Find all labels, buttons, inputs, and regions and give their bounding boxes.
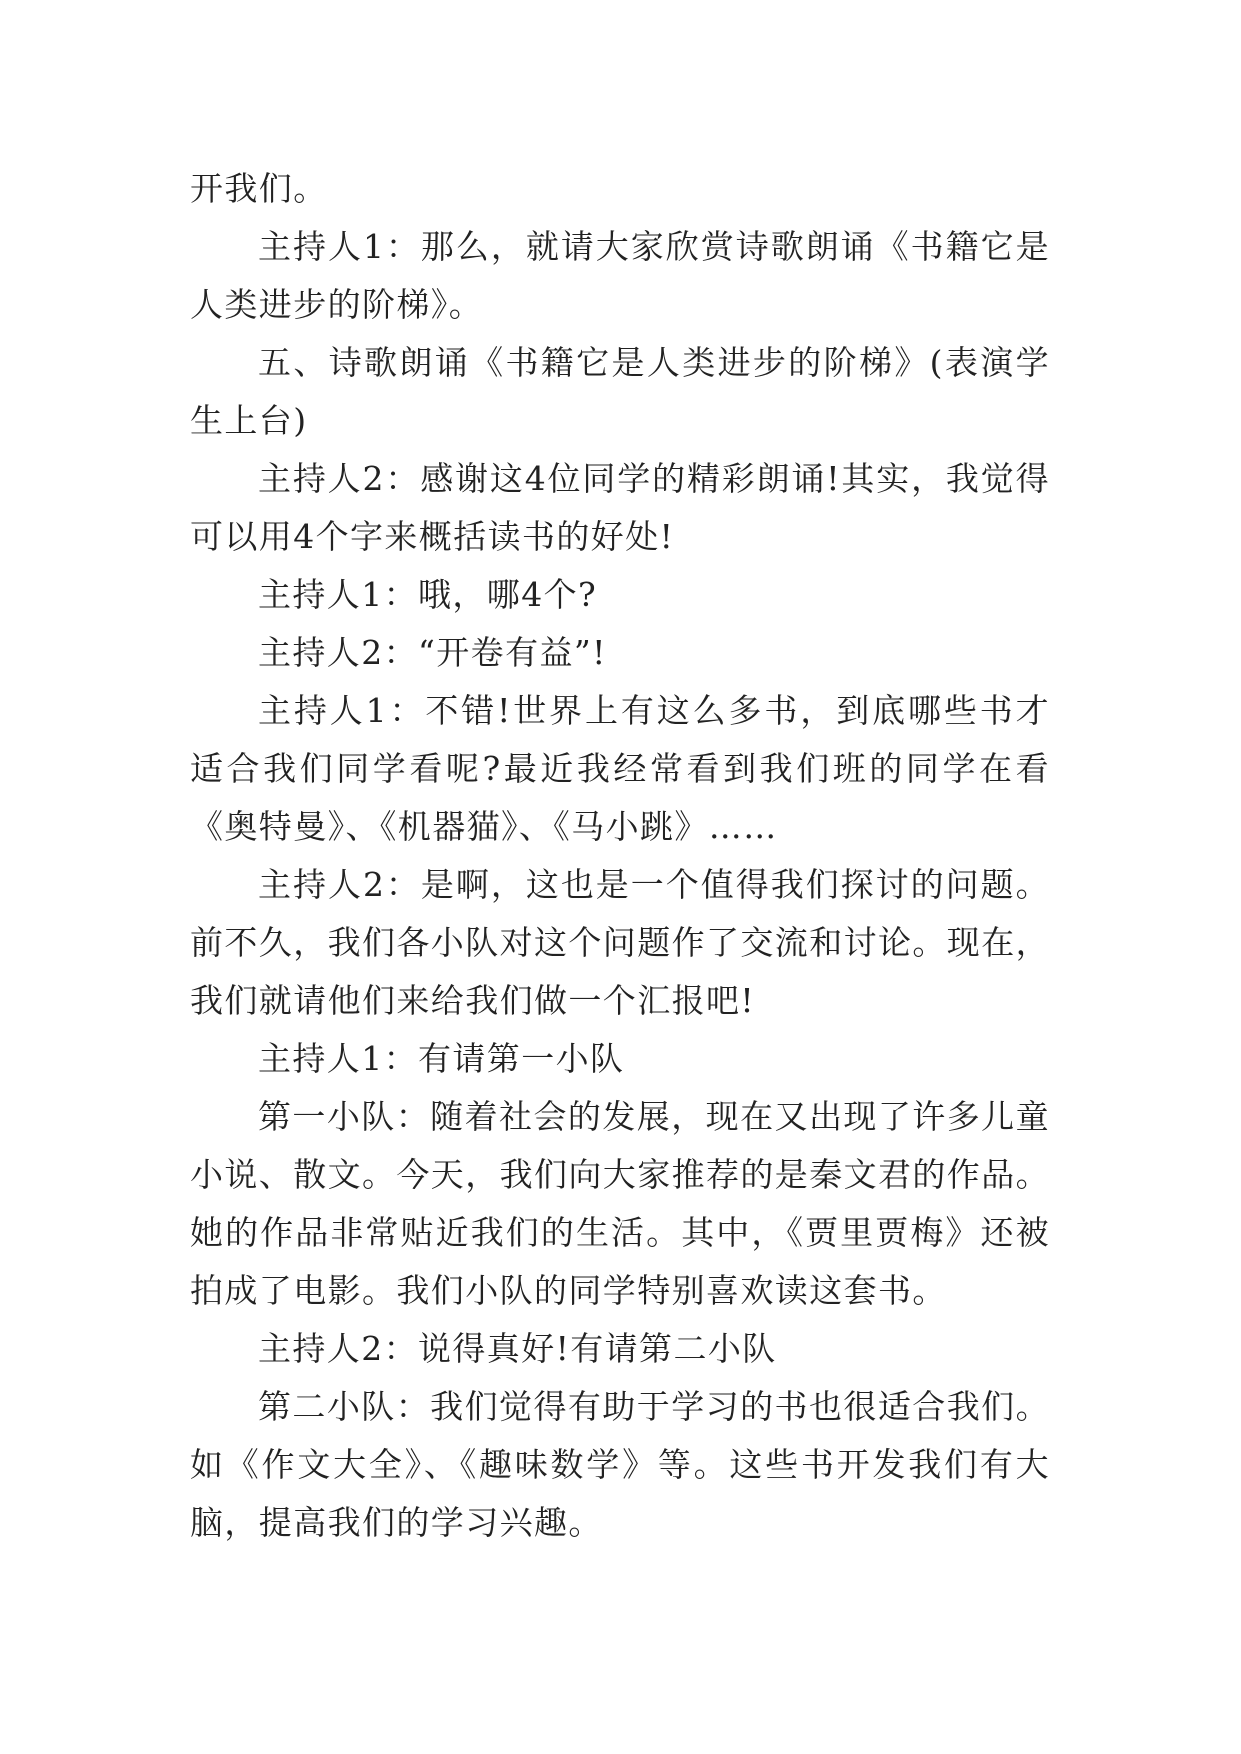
paragraph-host2-thanks: 主持人2：感谢这4位同学的精彩朗诵!其实，我觉得可以用4个字来概括读书的好处! [190, 459, 1050, 556]
paragraph-host1-question: 主持人1：哦，哪4个? [258, 575, 598, 614]
document-body [190, 160, 1050, 1552]
paragraph-host2-discussion: 主持人2：是啊，这也是一个值得我们探讨的问题。前不久，我们各小队对这个问题作了交流和讨论。现在，我们就请他们来给我们做一个汇报吧! [190, 865, 1050, 1020]
paragraph-host1-books: 主持人1：不错!世界上有这么多书，到底哪些书才适合我们同学看呢?最近我经常看到我们班的同学在看《奥特曼》、《机器猫》、《马小跳》…… [190, 691, 1050, 846]
paragraph-host2-answer: 主持人2：“开卷有益”! [258, 633, 607, 672]
paragraph-section-five: 五、诗歌朗诵《书籍它是人类进步的阶梯》(表演学生上台) [190, 343, 1050, 440]
paragraph-team1-report: 第一小队：随着社会的发展，现在又出现了许多儿童小说、散文。今天，我们向大家推荐的是秦文君的作品。她的作品非常贴近我们的生活。其中，《贾里贾梅》还被拍成了电影。我们小队的同学特别喜欢读这套书。 [190, 1097, 1050, 1310]
paragraph-host1-invite-team1: 主持人1：有请第一小队 [258, 1039, 625, 1078]
paragraph-host2-invite-team2: 主持人2：说得真好!有请第二小队 [258, 1329, 777, 1368]
paragraph-host1-poem-intro: 主持人1：那么，就请大家欣赏诗歌朗诵《书籍它是人类进步的阶梯》。 [190, 227, 1050, 324]
paragraph-team2-report: 第二小队：我们觉得有助于学习的书也很适合我们。如《作文大全》、《趣味数学》等。这些书开发我们有大脑，提高我们的学习兴趣。 [190, 1387, 1050, 1542]
paragraph-continuation: 开我们。 [190, 169, 328, 208]
